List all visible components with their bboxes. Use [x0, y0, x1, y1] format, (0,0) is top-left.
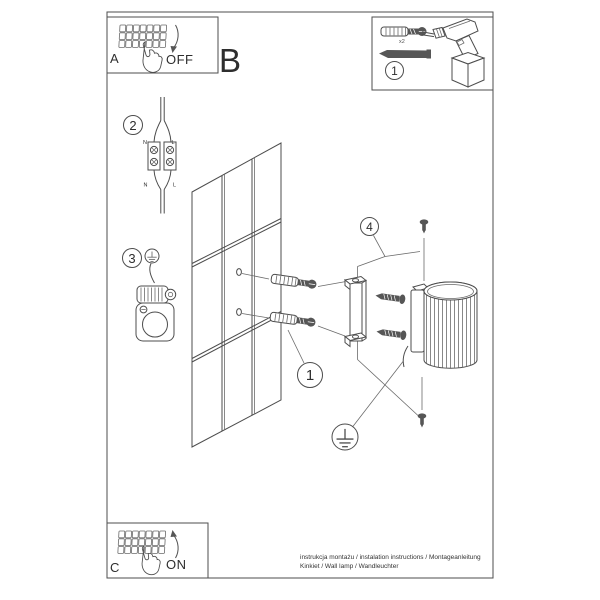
wire-label-l-top: L [171, 140, 175, 146]
wire-label-l-bottom: L [173, 182, 177, 189]
ground-clamp-assembly [136, 249, 176, 341]
cover-screw-bottom [418, 413, 427, 427]
ground-symbol-icon [332, 424, 358, 450]
wall-lamp [403, 282, 477, 368]
tiled-wall [192, 143, 281, 447]
arrow-down-icon [171, 25, 179, 53]
screw-icon [379, 50, 431, 59]
footer-line-2: Kinkiet / Wall lamp / Wandleuchter [300, 563, 399, 570]
footer-text [300, 553, 481, 571]
cover-screw-top [420, 219, 429, 233]
ground-wire [403, 346, 408, 367]
lamp-screw [376, 327, 407, 341]
wire-label-n-bottom: N [143, 182, 148, 189]
lamp-backplate [411, 290, 424, 352]
callout-step2: 2 [123, 115, 143, 135]
panel-a-label: A [110, 51, 119, 66]
lamp-screw [375, 291, 406, 305]
callout-step3: 3 [122, 248, 142, 268]
panel-c-label: C [110, 560, 120, 575]
mounting-bracket [345, 277, 366, 347]
arrow-up-icon [171, 530, 179, 558]
callout-1-leader [288, 330, 304, 363]
anchor-quantity-label: x2 [399, 39, 405, 45]
callout-anchor-pointer: 1 [297, 362, 323, 388]
footer-line-1: instrukcja montażu / instalation instructions / Montageanleitung [300, 554, 481, 561]
drill-icon [422, 19, 484, 87]
terminal-block-assembly [143, 97, 176, 214]
wall-anchor-icon [381, 27, 427, 36]
section-b-label: B [219, 42, 242, 79]
wire-label-n-top: N [143, 140, 147, 146]
off-state-label: OFF [166, 52, 194, 67]
callout-step1-tools: 1 [385, 61, 404, 80]
callout-step4: 4 [360, 217, 379, 236]
on-state-label: ON [166, 557, 187, 572]
